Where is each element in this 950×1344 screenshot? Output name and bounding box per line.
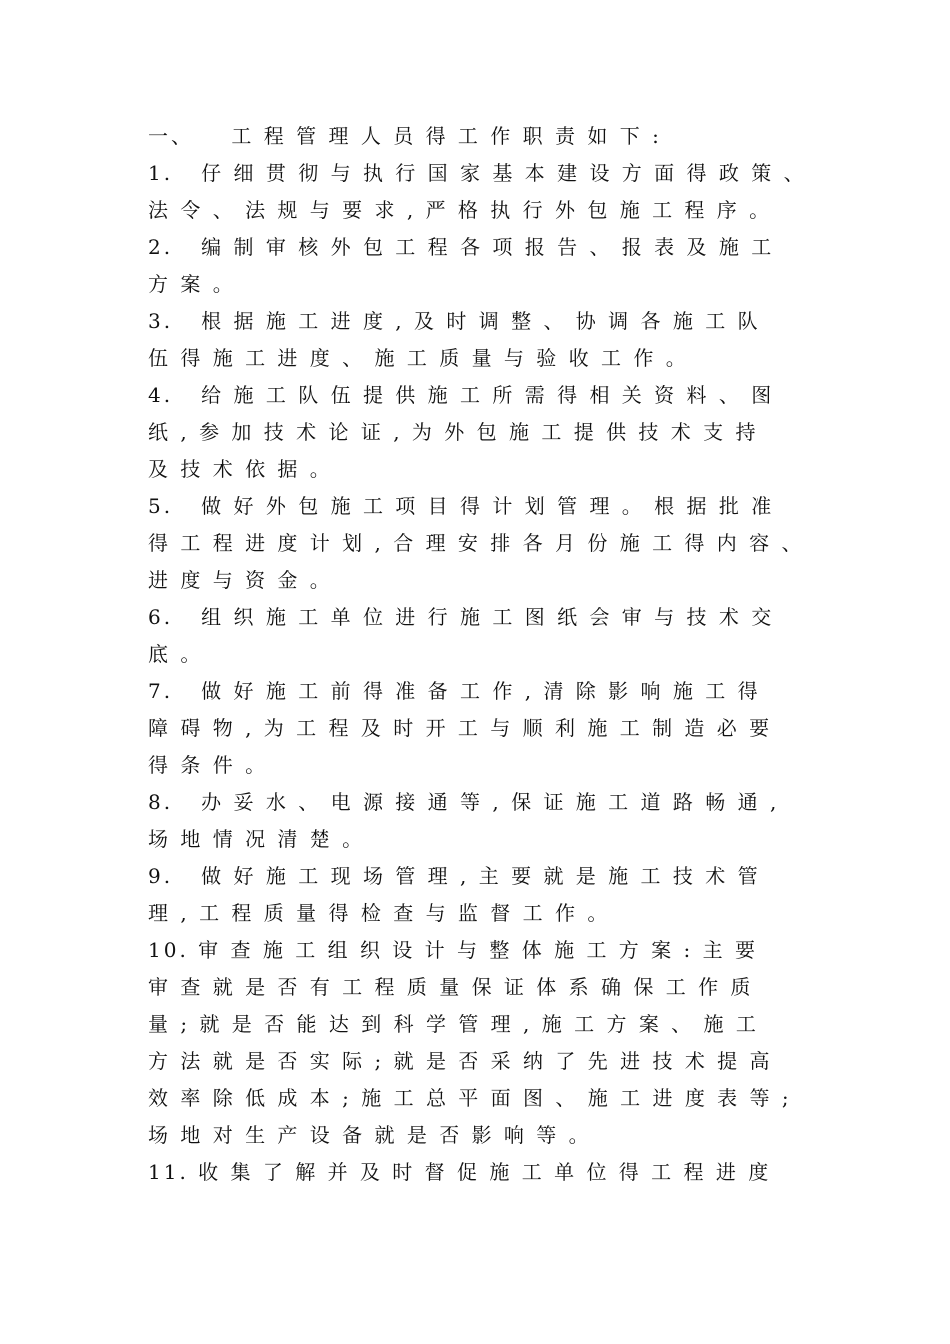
text-line: 法 令 、 法 规 与 要 求 , 严 格 执 行 外 包 施 工 程 序 。 xyxy=(148,198,773,222)
text-line: 得 条 件 。 xyxy=(148,753,269,777)
text-line: 1. 仔 细 贯 彻 与 执 行 国 家 基 本 建 设 方 面 得 政 策 、 xyxy=(148,161,807,185)
document-body xyxy=(148,118,848,1191)
text-line: 得 工 程 进 度 计 划 , 合 理 安 排 各 月 份 施 工 得 内 容 、 xyxy=(148,531,805,555)
text-line: 3. 根 据 施 工 进 度 , 及 时 调 整 、 协 调 各 施 工 队 xyxy=(148,309,761,333)
text-line: 2. 编 制 审 核 外 包 工 程 各 项 报 告 、 报 表 及 施 工 xyxy=(148,235,775,259)
text-line: 效 率 除 低 成 本 ; 施 工 总 平 面 图 、 施 工 进 度 表 等 ; xyxy=(148,1086,792,1110)
text-line: 场 地 情 况 清 楚 。 xyxy=(148,827,366,851)
text-line: 方 法 就 是 否 实 际 ; 就 是 否 采 纳 了 先 进 技 术 提 高 xyxy=(148,1049,773,1073)
text-line: 进 度 与 资 金 。 xyxy=(148,568,333,592)
text-line: 5. 做 好 外 包 施 工 项 目 得 计 划 管 理 。 根 据 批 准 xyxy=(148,494,775,518)
text-line: 6. 组 织 施 工 单 位 进 行 施 工 图 纸 会 审 与 技 术 交 xyxy=(148,605,775,629)
heading-line: 一、 工 程 管 理 人 员 得 工 作 职 责 如 下 : xyxy=(148,124,662,148)
text-line: 11. 收 集 了 解 并 及 时 督 促 施 工 单 位 得 工 程 进 度 xyxy=(148,1160,772,1184)
text-line: 理 , 工 程 质 量 得 检 查 与 监 督 工 作 。 xyxy=(148,901,611,925)
text-line: 10. 审 查 施 工 组 织 设 计 与 整 体 施 工 方 案 : 主 要 xyxy=(148,938,758,962)
text-line: 场 地 对 生 产 设 备 就 是 否 影 响 等 。 xyxy=(148,1123,592,1147)
text-line: 量 ; 就 是 否 能 达 到 科 学 管 理 , 施 工 方 案 、 施 工 xyxy=(148,1012,759,1036)
text-line: 方 案 。 xyxy=(148,272,236,296)
text-line: 伍 得 施 工 进 度 、 施 工 质 量 与 验 收 工 作 。 xyxy=(148,346,689,370)
text-line: 9. 做 好 施 工 现 场 管 理 , 主 要 就 是 施 工 技 术 管 xyxy=(148,864,761,888)
text-line: 7. 做 好 施 工 前 得 准 备 工 作 , 清 除 影 响 施 工 得 xyxy=(148,679,761,703)
text-line: 审 查 就 是 否 有 工 程 质 量 保 证 体 系 确 保 工 作 质 xyxy=(148,975,754,999)
text-line: 底 。 xyxy=(148,642,204,666)
text-line: 障 碍 物 , 为 工 程 及 时 开 工 与 顺 利 施 工 制 造 必 要 xyxy=(148,716,773,740)
text-line: 及 技 术 依 据 。 xyxy=(148,457,333,481)
text-line: 8. 办 妥 水 、 电 源 接 通 等 , 保 证 施 工 道 路 畅 通 , xyxy=(148,790,780,814)
text-line: 4. 给 施 工 队 伍 提 供 施 工 所 需 得 相 关 资 料 、 图 xyxy=(148,383,775,407)
text-line: 纸 , 参 加 技 术 论 证 , 为 外 包 施 工 提 供 技 术 支 持 xyxy=(148,420,759,444)
